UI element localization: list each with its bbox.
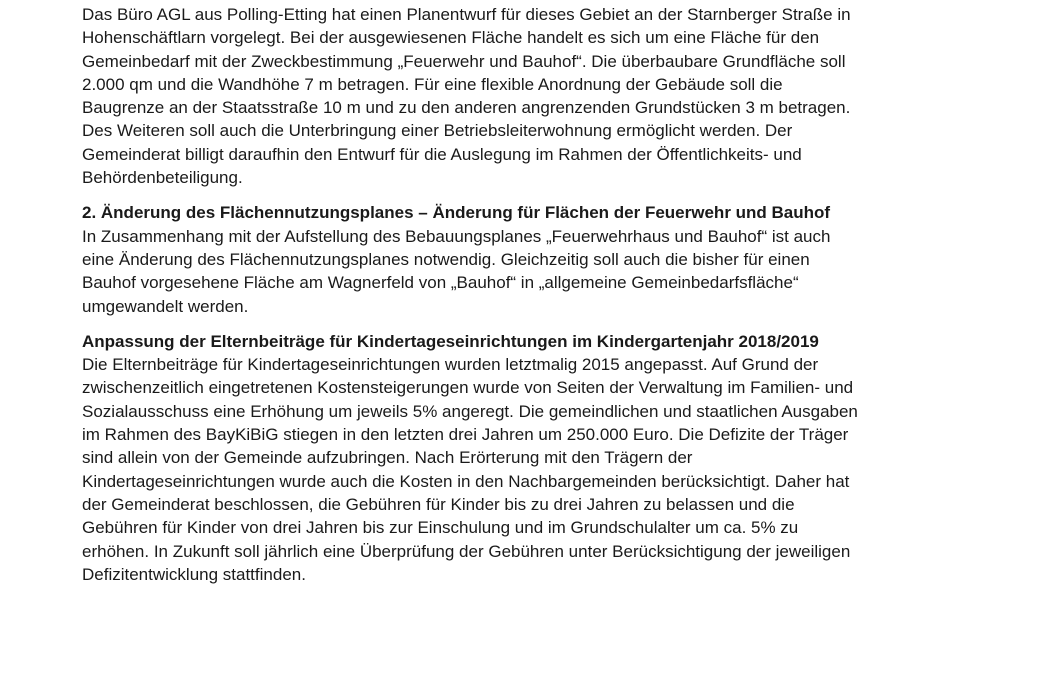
text-line: Gemeinderat billigt daraufhin den Entwurf für die Auslegung im Rahmen der Öffentlichkeits- und (82, 144, 802, 164)
text-line: Kindertageseinrichtungen wurde auch die Kosten in den Nachbargemeinden berücksichtigt. Daher hat (82, 471, 850, 491)
text-line: Baugrenze an der Staatsstraße 10 m und zu den anderen angrenzenden Grundstücken 3 m betragen. (82, 98, 851, 118)
text-line: Behördenbeteiligung. (82, 168, 243, 188)
text-line: Sozialausschuss eine Erhöhung um jeweils 5% angeregt. Die gemeindlichen und staatlichen Ausgaben (82, 401, 858, 421)
text-line: eine Änderung des Flächennutzungsplanes notwendig. Gleichzeitig soll auch die bisher für einen (82, 249, 810, 269)
text-line: umgewandelt werden. (82, 296, 249, 316)
text-line: Des Weiteren soll auch die Unterbringung einer Betriebsleiterwohnung ermöglicht werden. Der (82, 121, 793, 141)
document-page (82, 3, 1058, 598)
text-line: zwischenzeitlich eingetretenen Kostensteigerungen wurde von Seiten der Verwaltung im Familien- und (82, 378, 854, 398)
text-line: Die Elternbeiträge für Kindertageseinrichtungen wurden letztmalig 2015 angepasst. Auf Grund der (82, 355, 819, 375)
section-heading: 2. Änderung des Flächennutzungsplanes – Änderung für Flächen der Feuerwehr und Bauhof (82, 203, 831, 223)
text-line: im Rahmen des BayKiBiG stiegen in den letzten drei Jahren um 250.000 Euro. Die Defizite der Träger (82, 425, 849, 445)
section-flaechennutzungsplan (82, 201, 1058, 317)
text-line: erhöhen. In Zukunft soll jährlich eine Überprüfung der Gebühren unter Berücksichtigung der jeweiligen (82, 541, 851, 561)
text-line: Das Büro AGL aus Polling-Etting hat einen Planentwurf für dieses Gebiet an der Starnberger Straße in (82, 5, 851, 24)
text-line: Defizitentwicklung stattfinden. (82, 564, 306, 584)
text-line: der Gemeinderat beschlossen, die Gebühren für Kinder bis zu drei Jahren zu belassen und die (82, 494, 795, 514)
text-line: sind allein von der Gemeinde aufzubringen. Nach Erörterung mit den Trägern der (82, 448, 693, 468)
text-line: Gemeinbedarf mit der Zweckbestimmung „Feuerwehr und Bauhof“. Die überbaubare Grundfläche soll (82, 51, 846, 71)
text-line: 2.000 qm und die Wandhöhe 7 m betragen. Für eine flexible Anordnung der Gebäude soll die (82, 74, 783, 94)
text-line: Bauhof vorgesehene Fläche am Wagnerfeld von „Bauhof“ in „allgemeine Gemeinbedarfsfläche“ (82, 273, 799, 293)
section-heading: Anpassung der Elternbeiträge für Kindertageseinrichtungen im Kindergartenjahr 2018/2019 (82, 331, 819, 351)
section-elternbeitraege (82, 330, 1058, 586)
text-line: Gebühren für Kinder von drei Jahren bis zur Einschulung und im Grundschulalter um ca. 5% zu (82, 518, 799, 538)
paragraph-planentwurf (82, 3, 1058, 189)
text-line: Hohenschäftlarn vorgelegt. Bei der ausgewiesenen Fläche handelt es sich um eine Fläche für den (82, 28, 820, 48)
text-line: In Zusammenhang mit der Aufstellung des Bebauungsplanes „Feuerwehrhaus und Bauhof“ ist auch (82, 226, 831, 246)
